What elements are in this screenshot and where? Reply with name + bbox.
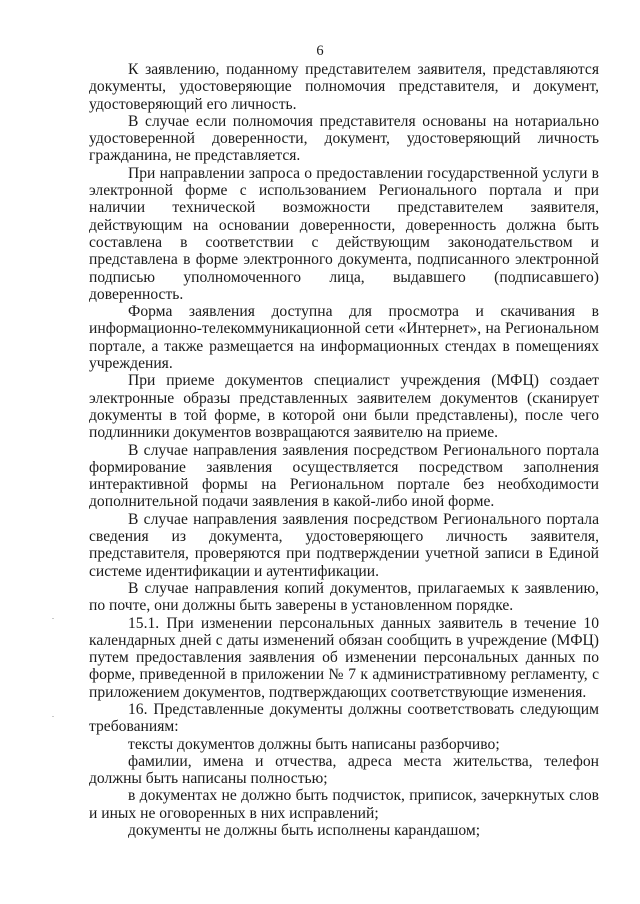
paragraph-notarial-power-of-attorney: В случае если полномочия представителя основаны на нотариально удостоверенной доверенности, документ, удостоверяющий личность гражданина, не представляется. xyxy=(89,112,599,165)
paragraph-15-1-personal-data-change: 15.1. При изменении персональных данных заявитель в течение 10 календарных дней с даты изменений обязан сообщить в учреждение (МФЦ) путем предоставления заявления об изменении персональных данных по форме, приведенной в приложении № 7 к административному регламенту, с приложением документов, подтверждающих соответствующие изменения. xyxy=(89,614,599,701)
scan-mark xyxy=(52,618,54,619)
paragraph-identity-verification: В случае направления заявления посредством Регионального портала сведения из документа, удостоверяющего личность заявителя, представителя, проверяются при подтверждении учетной записи в Единой системе идентификации и аутентификации. xyxy=(89,510,599,580)
paragraph-representative-documents: К заявлению, поданному представителем заявителя, представляются документы, удостоверяющие полномочия представителя, и документ, удостоверяющий его личность. xyxy=(89,61,599,113)
paragraph-document-scanning: При приеме документов специалист учреждения (МФЦ) создает электронные образы представленных заявителем документов (сканирует документы в той форме, в которой они были представлены), после чего подлинники документов возвращаются заявителю на приеме. xyxy=(89,372,599,442)
paragraph-portal-interactive-form: В случае направления заявления посредством Регионального портала формирование заявления осуществляется посредством заполнения интерактивной формы на Региональном портале без необходимости дополнительной подачи заявления в какой-либо иной форме. xyxy=(89,441,599,511)
paragraph-postal-copies: В случае направления копий документов, прилагаемых к заявлению, по почте, они должны быть заверены в установленном порядке. xyxy=(89,579,599,615)
paragraph-16-requirements: 16. Представленные документы должны соответствовать следующим требованиям: xyxy=(89,700,599,736)
scan-mark xyxy=(52,716,54,717)
paragraph-form-availability: Форма заявления доступна для просмотра и скачивания в информационно-телекоммуникационной сети «Интернет», на Региональном портале, а также размещается на информационных стендах в помещениях учреждения. xyxy=(89,303,599,373)
page-number: 6 xyxy=(316,43,324,59)
requirement-no-pencil: документы не должны быть исполнены карандашом; xyxy=(128,822,481,840)
requirement-legible-text: тексты документов должны быть написаны разборчиво; xyxy=(128,735,500,753)
requirement-full-names: фамилии, имена и отчества, адреса места жительства, телефон должны быть написаны полностью; xyxy=(89,752,599,788)
paragraph-electronic-request: При направлении запроса о предоставлении государственной услуги в электронной форме с использованием Регионального портала и при наличии технической возможности представителем заявителя, действующим на основании доверенности, доверенность должна быть составлена в соответствии с действующим законодательством и представлена в форме электронного документа, подписанного электронной подписью уполномоченного лица, выдавшего (подписавшего) доверенность. xyxy=(89,164,599,303)
requirement-no-corrections: в документах не должно быть подчисток, приписок, зачеркнутых слов и иных не оговоренных в них исправлений; xyxy=(89,787,599,822)
document-body xyxy=(89,61,599,839)
